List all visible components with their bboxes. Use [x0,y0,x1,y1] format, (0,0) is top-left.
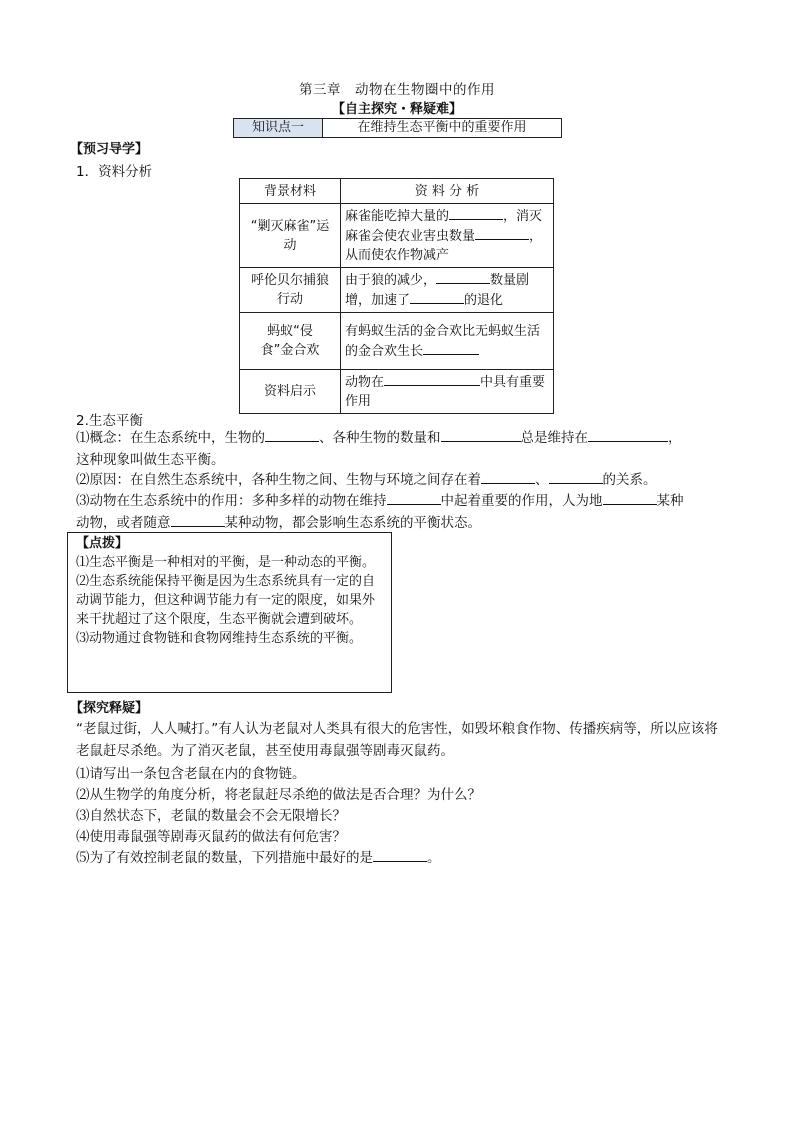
table-row [240,204,554,268]
concept-text: ， [668,430,682,446]
tip-item: ⑶动物通过食物链和食物网维持生态系统的平衡。 [76,631,363,646]
cause-text: ⑵原因：在自然生态系统中，各种生物之间、生物与环境之间存在着 [76,472,481,488]
question-5-text: 。 [427,850,441,866]
analysis-text: 动物在 [345,375,385,390]
role-text: 某种 [656,493,684,509]
answer-blank[interactable] [449,206,503,220]
analysis-cell [341,204,554,268]
explore-question-5 [76,846,441,866]
answer-blank[interactable] [265,428,319,442]
concept-paragraph [76,427,726,471]
analysis-text: 数量剧增，加速了 [345,273,530,308]
role-text: 动物，或者随意 [76,515,171,531]
chapter-title: 第三章 动物在生物圈中的作用 [299,82,495,98]
tip-heading: 【点拨】 [76,536,129,551]
table-header-cell: 背景材料 [240,179,341,204]
analysis-cell [341,370,554,414]
analysis-text: 由于狼的减少， [345,273,437,288]
table-row [240,370,554,414]
concept-text: 这种现象叫做生态平衡。 [76,452,225,468]
answer-blank[interactable] [475,226,529,240]
explore-heading: 【探究释疑】 [70,701,149,716]
explore-question-3: ⑶自然状态下，老鼠的数量会不会无限增长？ [76,808,346,824]
section-subtitle: 【自主探究・释疑难】 [331,102,462,117]
role-text: 中起着重要的作用，人为地 [440,493,603,509]
concept-text: 、各种生物的数量和 [319,430,441,446]
table-header-cell: 资 料 分 析 [341,179,554,204]
answer-blank[interactable] [387,491,441,505]
answer-blank[interactable] [549,470,603,484]
analysis-cell [341,313,554,370]
material-analysis-table [239,178,554,414]
question-2-title: 2.生态平衡 [76,413,143,429]
answer-blank[interactable] [410,290,464,304]
cause-text: 的关系。 [602,472,657,488]
analysis-text: ，消灭麻雀会使农业害虫数量 [345,209,543,244]
answer-blank[interactable] [441,428,521,442]
material-cell: “剿灭麻雀”运动 [240,204,341,268]
answer-blank[interactable] [481,470,535,484]
question-1-title: 1．资料分析 [76,164,153,180]
cause-paragraph [76,469,726,491]
tip-item: ⑴生态平衡是一种相对的平衡，是一种动态的平衡。 [76,555,376,570]
analysis-text: 麻雀能吃掉大量的 [345,209,450,224]
explore-question-1: ⑴请写出一条包含老鼠在内的食物链。 [76,766,306,782]
concept-text: ⑴概念：在生态系统中，生物的 [76,430,265,446]
role-text: 某种动物，都会影响生态系统的平衡状态。 [224,515,481,531]
analysis-text: 中具有重要作用 [345,375,546,409]
table-header-row [240,179,554,204]
table-row [240,313,554,370]
question-5-text: ⑸为了有效控制老鼠的数量，下列措施中最好的是 [76,850,373,866]
analysis-cell [341,268,554,313]
answer-blank[interactable] [373,848,427,862]
material-cell: 蚂蚁“侵食”金合欢 [240,313,341,370]
tip-item: ⑵生态系统能保持平衡是因为生态系统具有一定的自动调节能力，但这种调节能力有一定的限度，如果外来干扰超过了这个限度，生态平衡就会遭到破坏。 [76,574,376,627]
answer-blank[interactable] [588,428,668,442]
knowledge-point-label: 知识点一 [234,119,323,137]
explore-question-2: ⑵从生物学的角度分析，将老鼠赶尽杀绝的做法是否合理？为什么？ [76,787,481,803]
explore-intro: “老鼠过街，人人喊打。”有人认为老鼠对人类具有很大的危害性，如毁坏粮食作物、传播疾病等，所以应该将老鼠赶尽杀绝。为了消灭老鼠，甚至使用毒鼠强等剧毒灭鼠药。 [76,721,718,759]
role-text: ⑶动物在生态系统中的作用：多种多样的动物在维持 [76,493,387,509]
material-cell: 资料启示 [240,370,341,414]
answer-blank[interactable] [171,513,225,527]
concept-text: 总是维持在 [520,430,588,446]
explore-question-4: ⑷使用毒鼠强等剧毒灭鼠药的做法有何危害？ [76,829,346,845]
cause-text: 、 [535,472,549,488]
analysis-text: 的退化 [464,293,504,308]
tip-box [67,532,392,693]
table-row [240,268,554,313]
analysis-text: 有蚂蚁生活的金合欢比无蚂蚁生活的金合欢生长 [345,323,541,359]
answer-blank[interactable] [603,491,657,505]
answer-blank[interactable] [384,372,480,386]
analysis-text: ，从而使农作物减产 [345,229,543,263]
answer-blank[interactable] [423,341,479,355]
role-paragraph [76,490,726,534]
material-cell: 呼伦贝尔捕狼行动 [240,268,341,313]
answer-blank[interactable] [436,270,490,284]
knowledge-point-bar [233,118,562,138]
preview-heading: 【预习导学】 [70,142,149,157]
knowledge-point-topic: 在维持生态平衡中的重要作用 [357,120,527,135]
